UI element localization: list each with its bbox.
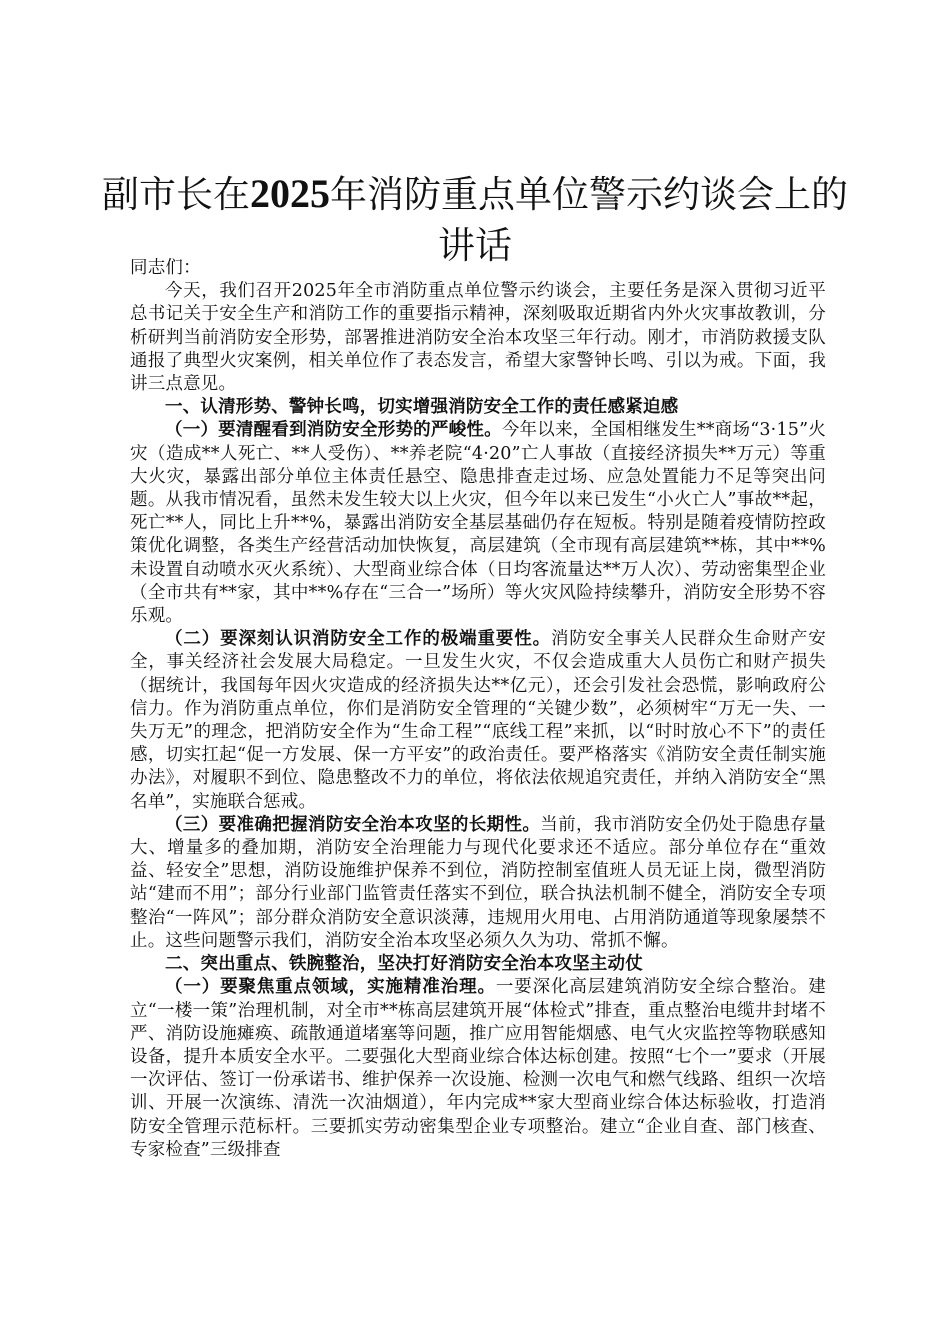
- paragraph-1-3-lead: （三）要准确把握消防安全治本攻坚的长期性。: [165, 814, 541, 835]
- title-prefix: 副市长在: [102, 173, 250, 216]
- paragraph-1-2: [130, 628, 826, 814]
- section-1-heading: 一、认清形势、警钟长鸣，切实增强消防安全工作的责任感紧迫感: [165, 397, 679, 418]
- paragraph-1-3-text: 当前，我市消防安全仍处于隐患存量大、增量多的叠加期，消防安全治理能力与现代化要求还不适应。部分单位存在“重效益、轻安全”思想，消防设施维护保养不到位，消防控制室值班人员无证上岗，微型消防站“建而不用”；部分行业部门监管责任落实不到位，联合执法机制不健全，消防安全专项整治“一阵风”；部分群众消防安全意识淡薄，违规用火用电、占用消防通道等现象屡禁不止。这些问题警示我们，消防安全治本攻坚必须久久为功、常抓不懈。: [130, 814, 827, 951]
- paragraph-1-1: [130, 419, 826, 628]
- paragraph-1-1-lead: （一）要清醒看到消防安全形势的严峻性。: [165, 420, 502, 441]
- document-body: [130, 257, 826, 1162]
- paragraph-1-2-text: 消防安全事关人民群众生命财产安全，事关经济社会发展大局稳定。一旦发生火灾，不仅会造成重大人员伤亡和财产损失（据统计，我国每年因火灾造成的经济损失达**亿元），还会引发社会恐慌，影响政府公信力。作为消防重点单位，你们是消防安全管理的“关键少数”，必须树牢“万无一失、一失万无”的理念，把消防安全作为“生命工程”“底线工程”来抓，以“时时放心不下”的责任感，切实扛起“促一方发展、保一方平安”的政治责任。要严格落实《消防安全责任制实施办法》，对履职不到位、隐患整改不力的单位，将依法依规追究责任，并纳入消防安全“黑名单”，实施联合惩戒。: [130, 629, 827, 812]
- title-suffix: 年消防重点单位警示约谈会上的讲话: [330, 173, 848, 267]
- salutation: 同志们：: [130, 258, 201, 278]
- paragraph-2-1-text: 一要深化高层建筑消防安全综合整治。建立“一楼一策”治理机制，对全市**栋高层建筑开展“体检式”排查，重点整治电缆井封堵不严、消防设施瘫痪、疏散通道堵塞等问题，推广应用智能烟感、电气火灾监控等物联感知设备，提升本质安全水平。二要强化大型商业综合体达标创建。按照“七个一”要求（开展一次评估、签订一份承诺书、维护保养一次设施、检测一次电气和燃气线路、组织一次培训、开展一次演练、清洗一次油烟道），年内完成**家大型商业综合体达标验收，打造消防安全管理示范标杆。三要抓实劳动密集型企业专项整治。建立“企业自查、部门核查、专家检查”三级排查: [130, 977, 826, 1160]
- section-2-heading: 二、突出重点、铁腕整治，坚决打好消防安全治本攻坚主动仗: [165, 954, 643, 975]
- intro-paragraph: 今天，我们召开2025年全市消防重点单位警示约谈会，主要任务是深入贯彻习近平总书记关于安全生产和消防工作的重要指示精神，深刻吸取近期省内外火灾事故教训，分析研判当前消防安全形势，部署推进消防安全治本攻坚三年行动。刚才，市消防救援支队通报了典型火灾案例，相关单位作了表态发言，希望大家警钟长鸣、引以为戒。下面，我讲三点意见。: [130, 281, 826, 395]
- title-year: 2025: [250, 171, 330, 216]
- paragraph-1-1-text: 今年以来，全国相继发生**商场“3·15”火灾（造成**人死亡、**人受伤）、**养老院“4·20”亡人事故（直接经济损失**万元）等重大火灾，暴露出部分单位主体责任悬空、隐患排查走过场、应急处置能力不足等突出问题。从我市情况看，虽然未发生较大以上火灾，但今年以来已发生“小火亡人”事故**起，死亡**人，同比上升**%，暴露出消防安全基层基础仍存在短板。特别是随着疫情防控政策优化调整，各类生产经营活动加快恢复，高层建筑（全市现有高层建筑**栋，其中**%未设置自动喷水灭火系统）、大型商业综合体（日均客流量达**万人次）、劳动密集型企业（全市共有**家，其中**%存在“三合一”场所）等火灾风险持续攀升，消防安全形势不容乐观。: [130, 420, 826, 627]
- paragraph-1-2-lead: （二）要深刻认识消防安全工作的极端重要性。: [165, 629, 551, 650]
- paragraph-1-3: [130, 814, 826, 953]
- paragraph-2-1: [130, 976, 826, 1162]
- document-title: [100, 168, 850, 271]
- paragraph-2-1-lead: （一）要聚焦重点领域，实施精准治理。: [165, 977, 496, 998]
